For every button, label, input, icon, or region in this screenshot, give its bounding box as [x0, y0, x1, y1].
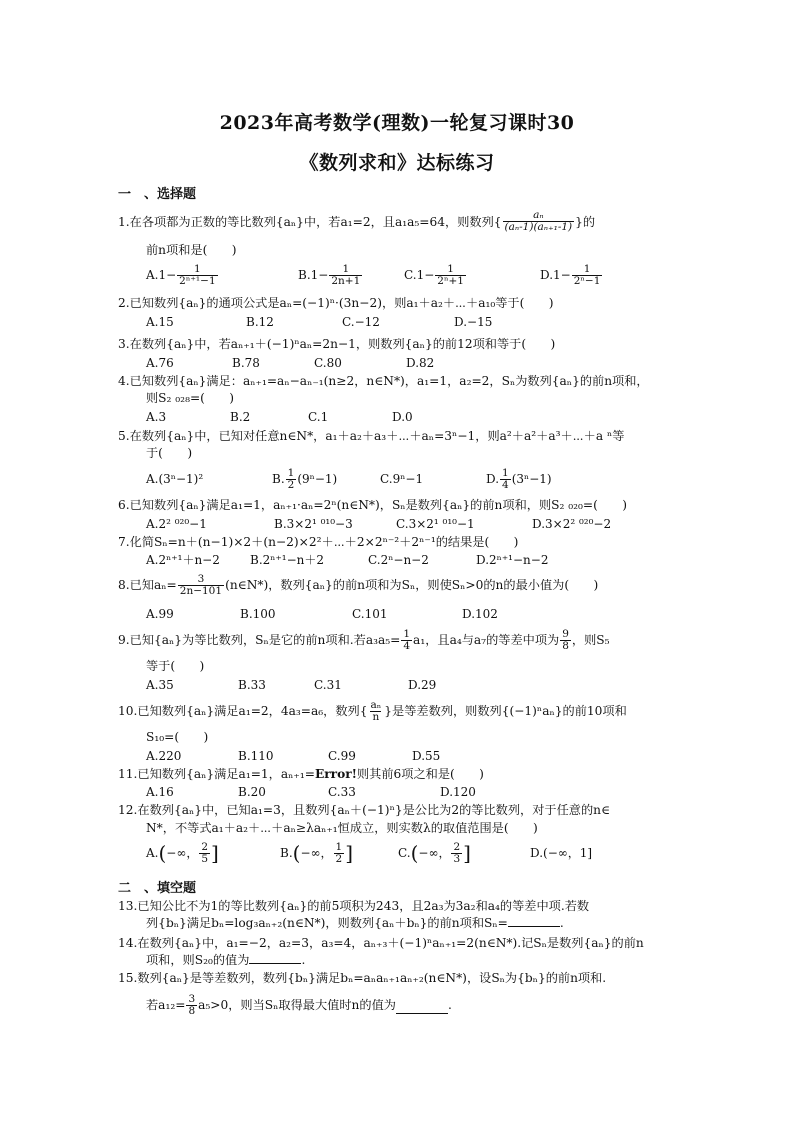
q12-option-a[interactable]	[146, 840, 219, 866]
q1-a-label: A.1−	[146, 268, 177, 282]
q12-b-label: B.	[280, 846, 293, 860]
q1-text: 1.在各项都为正数的等比数列{aₙ}中，若a₁=2，且a₁a₅=64，则数列{	[118, 214, 502, 229]
q15-den: 8	[188, 1004, 196, 1017]
q4-option-a[interactable]: A.3	[146, 410, 167, 424]
q8-option-d[interactable]: D.102	[462, 607, 498, 621]
question-11	[118, 766, 484, 782]
q11-text: 则其前6项之和是( )	[356, 767, 484, 781]
q12-c-den: 3	[453, 852, 461, 865]
q9-option-c[interactable]: C.31	[314, 678, 342, 692]
q14-end: .	[301, 953, 306, 967]
question-9	[118, 626, 610, 654]
q8-option-a[interactable]: A.99	[146, 607, 174, 621]
q9-option-b[interactable]: B.33	[238, 678, 266, 692]
q10-num: aₙ	[370, 698, 382, 711]
q5-b-tail: (9ⁿ−1)	[297, 472, 338, 486]
q15-cont	[146, 990, 452, 1020]
q12-a-label: A.	[146, 846, 159, 860]
q2-options	[146, 314, 706, 330]
q1-c-num: 1	[447, 262, 454, 275]
q5-option-a[interactable]: A.(3ⁿ−1)²	[146, 472, 204, 486]
q1-frac-num: aₙ	[533, 209, 544, 221]
q1-b-num: 1	[342, 262, 350, 275]
q3-option-d[interactable]: D.82	[406, 356, 435, 370]
q7-option-c[interactable]: C.2ⁿ−n−2	[368, 553, 429, 567]
q14-answer-blank[interactable]	[249, 952, 301, 964]
q1-b-label: B.1−	[298, 268, 329, 282]
q1-d-label: D.1−	[540, 268, 571, 282]
q10-option-c[interactable]: C.99	[328, 749, 356, 763]
q1-option-d[interactable]	[540, 262, 603, 288]
question-7: 7.化简Sₙ=n＋(n−1)×2＋(n−2)×2²＋⋯＋2×2ⁿ⁻²＋2ⁿ⁻¹的结果是( )	[118, 535, 519, 549]
q2-option-b[interactable]: B.12	[246, 315, 274, 329]
q1-c-label: C.1−	[404, 268, 435, 282]
q8-option-b[interactable]: B.100	[240, 607, 276, 621]
q10-pre: 10.已知数列{aₙ}满足a₁=2，4a₃=a₆，数列{	[118, 704, 368, 718]
q12-c-frac	[451, 842, 462, 865]
q15-answer-blank[interactable]	[396, 1002, 448, 1014]
q9-option-a[interactable]: A.35	[146, 678, 174, 692]
q11-option-a[interactable]: A.16	[146, 785, 174, 799]
q1-d-den: 2ⁿ−1	[573, 274, 601, 287]
q12-b-lbracket: (	[292, 841, 301, 865]
q1-frac-den: (aₙ-1)(aₙ₊₁-1)	[504, 221, 573, 233]
q12-b-den: 2	[335, 852, 343, 865]
q5-b-frac	[286, 468, 297, 491]
section-choice-heading: 一 、选择题	[118, 187, 197, 202]
q4-cont: 则S₂ ₀₂₈=( )	[146, 391, 235, 405]
section-fill-heading: 二 、填空题	[118, 881, 197, 896]
q3-option-a[interactable]: A.76	[146, 356, 174, 370]
q11-error: Error!	[314, 767, 357, 781]
question-5: 5.在数列{aₙ}中，已知对任意n∈N*，a₁＋a₂＋a₃＋⋯＋aₙ=3ⁿ−1，则a²＋a²＋a³＋⋯＋a ⁿ等	[118, 429, 625, 443]
q5-b-num: 1	[287, 466, 295, 479]
q8-pre: 8.已知aₙ=	[118, 578, 177, 592]
q9-num2: 9	[562, 627, 569, 640]
q5-d-frac	[500, 468, 511, 491]
q14-cont-text: 项和，则S₂₀的值为	[146, 953, 250, 967]
q1-fraction	[503, 210, 575, 233]
q9-mid: a₁，且a₄与a₇的等差中项为	[413, 633, 560, 647]
q11-pre: 11.已知数列{aₙ}满足a₁=1，aₙ₊₁=	[118, 767, 315, 781]
q5-option-d[interactable]	[486, 466, 552, 492]
q13-cont	[146, 915, 564, 931]
q5-option-c[interactable]: C.9ⁿ−1	[380, 472, 424, 486]
q1-a-den: 2ⁿ⁺¹−1	[179, 274, 216, 287]
q10-text: }是等差数列，则数列{(−1)ⁿaₙ}的前10项和	[384, 704, 627, 718]
q6-option-b[interactable]: B.3×2¹ ⁰¹⁰−3	[274, 517, 353, 531]
q12-a-rbracket: ]	[211, 841, 219, 865]
q7-options	[146, 552, 706, 568]
q1-options	[146, 262, 706, 288]
q8-frac	[178, 574, 224, 597]
q5-b-den: 2	[287, 478, 295, 491]
question-6: 6.已知数列{aₙ}满足a₁=1，aₙ₊₁·aₙ=2ⁿ(n∈N*)，Sₙ是数列{aₙ}的前n项和，则S₂ ₀₂₀=( )	[118, 498, 628, 512]
q12-option-d[interactable]: D.(−∞，1]	[530, 846, 593, 860]
question-2: 2.已知数列{aₙ}的通项公式是aₙ=(−1)ⁿ·(3n−2)，则a₁＋a₂＋⋯＋a₁₀等于( )	[118, 296, 554, 310]
q9-cont: 等于( )	[146, 659, 205, 673]
q4-option-c[interactable]: C.1	[308, 410, 329, 424]
q2-option-d[interactable]: D.−15	[454, 315, 493, 329]
question-8	[118, 571, 598, 599]
q12-b-frac	[334, 842, 345, 865]
q12-b-inner: −∞，	[300, 846, 333, 860]
q12-a-lbracket: (	[158, 841, 167, 865]
q6-option-a[interactable]: A.2² ⁰²⁰−1	[146, 517, 207, 531]
document-title: 2023年高考数学(理数)一轮复习课时30	[219, 112, 575, 134]
q9-den: 4	[403, 639, 411, 652]
q5-d-label: D.	[486, 472, 500, 486]
q11-option-c[interactable]: C.33	[328, 785, 356, 799]
q9-options	[146, 677, 706, 693]
q3-options	[146, 355, 706, 371]
q9-frac-2	[560, 629, 571, 652]
q1-a-num: 1	[194, 262, 201, 275]
q10-option-b[interactable]: B.110	[238, 749, 274, 763]
q10-den: n	[372, 710, 380, 723]
q1-a-frac	[177, 264, 217, 287]
q1-d-num: 1	[583, 262, 591, 275]
q12-a-num: 2	[201, 840, 209, 853]
q8-den: 2n−101	[179, 584, 223, 597]
q12-c-inner: −∞，	[418, 846, 451, 860]
q1-option-b[interactable]	[298, 262, 363, 288]
q12-a-inner: −∞，	[166, 846, 199, 860]
q1-cont: 前n项和是( )	[146, 243, 237, 257]
q6-options	[146, 516, 706, 532]
q3-option-b[interactable]: B.78	[232, 356, 260, 370]
q12-a-den: 5	[201, 852, 209, 865]
q10-option-d[interactable]: D.55	[412, 749, 441, 763]
q1-b-den: 2n+1	[331, 274, 361, 287]
document-subtitle: 《数列求和》达标练习	[299, 152, 495, 174]
q13-cont-text: 列{bₙ}满足bₙ=log₃aₙ₊₂(n∈N*)，则数列{aₙ＋bₙ}的前n项和Sₙ=	[146, 916, 508, 930]
q15-end: .	[447, 998, 452, 1012]
q8-option-c[interactable]: C.101	[352, 607, 388, 621]
question-3: 3.在数列{aₙ}中，若aₙ₊₁＋(−1)ⁿaₙ=2n−1，则数列{aₙ}的前12项和等于( )	[118, 337, 556, 351]
q10-frac	[368, 700, 383, 723]
q9-den2: 8	[562, 639, 569, 652]
q9-num: 1	[403, 627, 411, 640]
q1-option-c[interactable]	[404, 262, 467, 288]
q1-d-frac	[572, 264, 603, 287]
q1-c-frac	[435, 264, 466, 287]
q4-options	[146, 409, 706, 425]
q14-cont	[146, 952, 305, 968]
q6-option-c[interactable]: C.3×2¹ ⁰¹⁰−1	[396, 517, 475, 531]
q9-frac-1	[401, 629, 412, 652]
q12-c-lbracket: (	[410, 841, 419, 865]
q1-option-a[interactable]	[146, 262, 219, 288]
q1-b-frac	[329, 264, 362, 287]
q6-option-d[interactable]: D.3×2² ⁰²⁰−2	[532, 517, 612, 531]
q11-option-b[interactable]: B.20	[238, 785, 266, 799]
q4-option-d[interactable]: D.0	[392, 410, 413, 424]
q15-mid: a₅>0，则当Sₙ取得最大值时n的值为	[198, 998, 396, 1012]
q15-pre: 若a₁₂=	[146, 998, 186, 1012]
q9-pre: 9.已知{aₙ}为等比数列，Sₙ是它的前n项和.若a₃a₅=	[118, 633, 401, 647]
q5-options	[146, 466, 706, 492]
question-14: 14.在数列{aₙ}中，a₁=−2，a₂=3，a₃=4，aₙ₊₃＋(−1)ⁿaₙ₊₁=2(n∈N*).记Sₙ是数列{aₙ}的前n	[118, 936, 644, 950]
q5-d-den: 4	[502, 478, 509, 491]
q8-options	[146, 606, 706, 622]
q9-option-d[interactable]: D.29	[408, 678, 437, 692]
question-13: 13.已知公比不为1的等比数列{aₙ}的前5项积为243，且2a₃为3a₂和a₄的等差中项.若数	[118, 899, 590, 913]
q15-num: 3	[188, 992, 196, 1005]
q8-num: 3	[197, 572, 205, 585]
question-10	[118, 697, 627, 725]
question-1	[118, 210, 595, 233]
q1-c-den: 2ⁿ+1	[437, 274, 464, 287]
q8-text: (n∈N*)，数列{aₙ}的前n项和为Sₙ，则使Sₙ>0的n的最小值为( )	[225, 578, 599, 592]
q12-cont: N*，不等式a₁＋a₂＋⋯＋aₙ≥λaₙ₊₁恒成立，则实数λ的取值范围是( )	[146, 821, 538, 835]
q12-options	[146, 840, 706, 866]
q7-option-d[interactable]: D.2ⁿ⁺¹−n−2	[476, 553, 549, 567]
q12-c-num: 2	[453, 840, 461, 853]
q7-option-b[interactable]: B.2ⁿ⁺¹−n＋2	[250, 553, 325, 567]
q1-tail: }的	[575, 214, 596, 229]
q5-option-b[interactable]	[272, 466, 337, 492]
q10-option-a[interactable]: A.220	[146, 749, 182, 763]
q12-a-frac	[199, 842, 210, 865]
q4-option-b[interactable]: B.2	[230, 410, 251, 424]
q2-option-c[interactable]: C.−12	[342, 315, 380, 329]
q2-option-a[interactable]: A.15	[146, 315, 174, 329]
question-4: 4.已知数列{aₙ}满足：aₙ₊₁=aₙ−aₙ₋₁(n≥2，n∈N*)，a₁=1，a₂=2，Sₙ为数列{aₙ}的前n项和，	[118, 374, 649, 388]
question-12: 12.在数列{aₙ}中，已知a₁=3，且数列{aₙ＋(−1)ⁿ}是公比为2的等比数列，对于任意的n∈	[118, 803, 611, 817]
q5-d-num: 1	[502, 466, 509, 479]
q3-option-c[interactable]: C.80	[314, 356, 342, 370]
q5-cont: 于( )	[146, 446, 193, 460]
q12-b-num: 1	[335, 840, 343, 853]
q7-option-a[interactable]: A.2ⁿ⁺¹＋n−2	[146, 553, 220, 567]
q5-b-label: B.	[272, 472, 285, 486]
q5-d-tail: (3ⁿ−1)	[511, 472, 552, 486]
q13-end: .	[559, 916, 564, 930]
q10-cont: S₁₀=( )	[146, 730, 209, 744]
q9-tail: ，则S₅	[571, 633, 610, 647]
q11-option-d[interactable]: D.120	[440, 785, 476, 799]
q12-c-rbracket: ]	[463, 841, 471, 865]
question-15: 15.数列{aₙ}是等差数列，数列{bₙ}满足bₙ=aₙaₙ₊₁aₙ₊₂(n∈N*)，设Sₙ为{bₙ}的前n项和.	[118, 971, 607, 985]
q12-option-c[interactable]	[398, 840, 471, 866]
q10-options	[146, 748, 706, 764]
q12-c-label: C.	[398, 846, 411, 860]
q13-answer-blank[interactable]	[508, 915, 560, 927]
q12-option-b[interactable]	[280, 840, 353, 866]
q12-b-rbracket: ]	[345, 841, 354, 865]
q15-frac	[186, 994, 197, 1017]
q11-options	[146, 784, 706, 800]
